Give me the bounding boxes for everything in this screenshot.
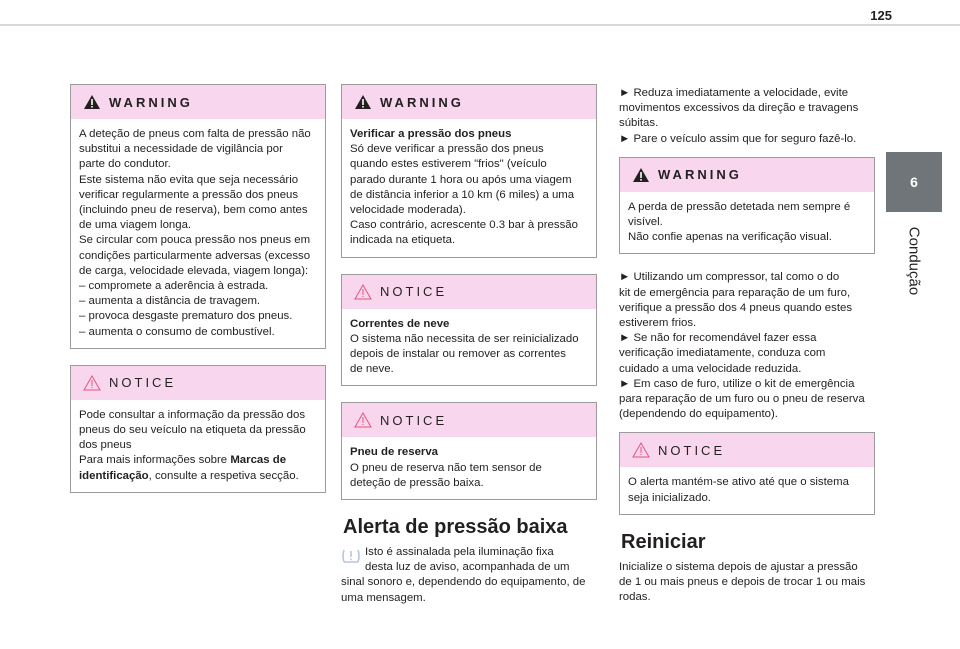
- chapter-label: Condução: [905, 226, 923, 296]
- text-line: Só deve verificar a pressão dos pneus: [350, 143, 544, 156]
- text-line: ► Se não for recomendável fazer essa: [619, 332, 817, 345]
- text-line: de neve.: [350, 363, 394, 376]
- warning-box: [619, 157, 875, 255]
- text-line: parte do condutor.: [79, 158, 171, 171]
- text-line: sinal sonoro e, dependendo do equipamento, de: [341, 576, 586, 589]
- text-line: Isto é assinalada pela iluminação fixa: [365, 546, 554, 559]
- text-line: O sistema não necessita de ser reinicializado: [350, 332, 579, 345]
- text-line: A deteção de pneus com falta de pressão não: [79, 128, 311, 140]
- text-line: kit de emergência para reparação de um furo,: [619, 286, 851, 299]
- text-line: desta luz de aviso, acompanhada de um: [365, 561, 570, 574]
- notice-box: [341, 402, 597, 500]
- notice-triangle-icon: [83, 375, 101, 391]
- text-line: uma mensagem.: [341, 591, 426, 604]
- warning-title: WARNING: [380, 94, 464, 110]
- notice-text: Pode consultar a informação da pressão dos pneus do seu veículo na etiqueta da pressão dos pneus Para mais informações sobre Marcas de identificação, consulte a respetiva secção.: [71, 400, 325, 492]
- text-line: movimentos excessivos da direção e travagens: [619, 102, 859, 115]
- notice-box: [619, 432, 875, 514]
- tyre-pressure-warning-icon: [341, 545, 365, 575]
- text-line: quando estes estiverem "frios" (veículo: [350, 158, 547, 171]
- warning-title: WARNING: [109, 94, 193, 110]
- text-line: (dependendo do equipamento).: [619, 408, 778, 421]
- text-line: Pode consultar a informação da pressão dos: [79, 408, 306, 421]
- text-line: de distância inferior a 10 km (6 miles) a uma: [350, 188, 575, 201]
- text-line: Caso contrário, acrescente 0.3 bar à pressão: [350, 219, 578, 232]
- section-title: Alerta de pressão baixa: [343, 516, 568, 539]
- top-divider: [0, 24, 960, 26]
- warning-text: [71, 119, 325, 348]
- text-line: ► Pare o veículo assim que for seguro fazê-lo.: [619, 132, 857, 145]
- text-line: indicada na etiqueta.: [350, 234, 456, 247]
- text-line: ► Utilizando um compressor, tal como o do: [619, 271, 840, 284]
- text-line: velocidade moderada).: [350, 204, 466, 217]
- chapter-tab[interactable]: 6: [886, 152, 942, 212]
- notice-title: NOTICE: [109, 375, 177, 391]
- text-line: Inicialize o sistema depois de ajustar a pressão: [619, 560, 858, 573]
- text-line: substitui a necessidade de vigilância por: [79, 143, 283, 156]
- column-3: [619, 84, 875, 605]
- text-line: O alerta mantém-se ativo até que o sistema: [628, 476, 849, 489]
- text-line: rodas.: [619, 591, 651, 604]
- text-line: de carga, velocidade elevada, viagem longa):: [79, 264, 309, 277]
- text-line: Se circular com pouca pressão nos pneus em: [79, 234, 311, 247]
- text-line: Não confie apenas na verificação visual.: [628, 231, 832, 244]
- column-2: [341, 84, 597, 606]
- notice-box: [341, 274, 597, 387]
- text-line: ► Em caso de furo, utilize o kit de emergência: [619, 377, 855, 390]
- text-line: de uma viagem longa.: [79, 219, 192, 232]
- notice-triangle-icon: [354, 412, 372, 428]
- page-number: 125: [870, 8, 892, 23]
- text-line: – provoca desgaste prematuro dos pneus.: [79, 310, 293, 323]
- text-line: dos pneus: [79, 439, 132, 452]
- text-line: depois de instalar ou remover as correntes: [350, 348, 566, 361]
- text-line: parado durante 1 hora ou após uma viagem: [350, 173, 572, 186]
- text-line: (incluindo pneu de reserva), bem como antes: [79, 204, 308, 217]
- text-line: seja inicializado.: [628, 491, 711, 504]
- text-line: súbitas.: [619, 117, 659, 130]
- warning-box: [341, 84, 597, 258]
- text-line: verificar regularmente a pressão dos pneus: [79, 188, 299, 201]
- text-line: verificação imediatamente, conduza com: [619, 347, 826, 360]
- warning-text: Verificar a pressão dos pneus Só deve verificar a pressão dos pneus quando estes estiverem "frios" (veículo parado durante 1 hora ou após uma viagem de distância inferior a 10 km (6 miles) a uma velocidade moderada). Caso contrário, acrescente 0.3 bar à pressão indicada na etiqueta.: [342, 119, 596, 257]
- text-line: cuidado a uma velocidade reduzida.: [619, 362, 802, 375]
- notice-title: NOTICE: [658, 442, 726, 458]
- text-line: para reparação de um furo ou o pneu de reserva: [619, 393, 865, 406]
- text-line: – aumenta a distância de travagem.: [79, 295, 261, 308]
- text-line: A perda de pressão detetada nem sempre é: [628, 200, 851, 213]
- text-line: verifique a pressão dos 4 pneus quando estes: [619, 301, 853, 314]
- notice-text: Correntes de neve O sistema não necessita de ser reinicializado depois de instalar ou remover as correntes de neve.: [342, 309, 596, 386]
- text-line: deteção de pressão baixa.: [350, 476, 484, 489]
- warning-title: WARNING: [658, 167, 742, 183]
- section-title: Reiniciar: [621, 530, 706, 553]
- text-line: de 1 ou mais pneus e depois de trocar 1 ou mais: [619, 576, 866, 589]
- notice-box: [70, 365, 326, 493]
- notice-title: NOTICE: [380, 284, 448, 300]
- text-line: ► Reduza imediatamente a velocidade, evite: [619, 87, 849, 99]
- warning-triangle-icon: [632, 167, 650, 183]
- text-line: O pneu de reserva não tem sensor de: [350, 461, 542, 474]
- text-line: Este sistema não evita que seja necessário: [79, 173, 299, 186]
- text-line: condições particularmente adversas (excesso: [79, 249, 311, 262]
- warning-triangle-icon: [83, 94, 101, 110]
- warning-box: [70, 84, 326, 349]
- notice-text: [620, 467, 874, 513]
- text-line: visível.: [628, 216, 663, 229]
- column-1: [70, 84, 326, 509]
- notice-title: NOTICE: [380, 412, 448, 428]
- notice-triangle-icon: [632, 442, 650, 458]
- warning-triangle-icon: [354, 94, 372, 110]
- alert-description: [341, 545, 597, 575]
- text-line: – compromete a aderência à estrada.: [79, 280, 269, 293]
- notice-triangle-icon: [354, 284, 372, 300]
- warning-text: [620, 192, 874, 254]
- text-line: estiverem frios.: [619, 317, 697, 330]
- notice-text: Pneu de reserva O pneu de reserva não tem sensor de deteção de pressão baixa.: [342, 437, 596, 499]
- text-line: – aumenta o consumo de combustível.: [79, 325, 275, 338]
- text-line: pneus do seu veículo na etiqueta da pressão: [79, 424, 306, 437]
